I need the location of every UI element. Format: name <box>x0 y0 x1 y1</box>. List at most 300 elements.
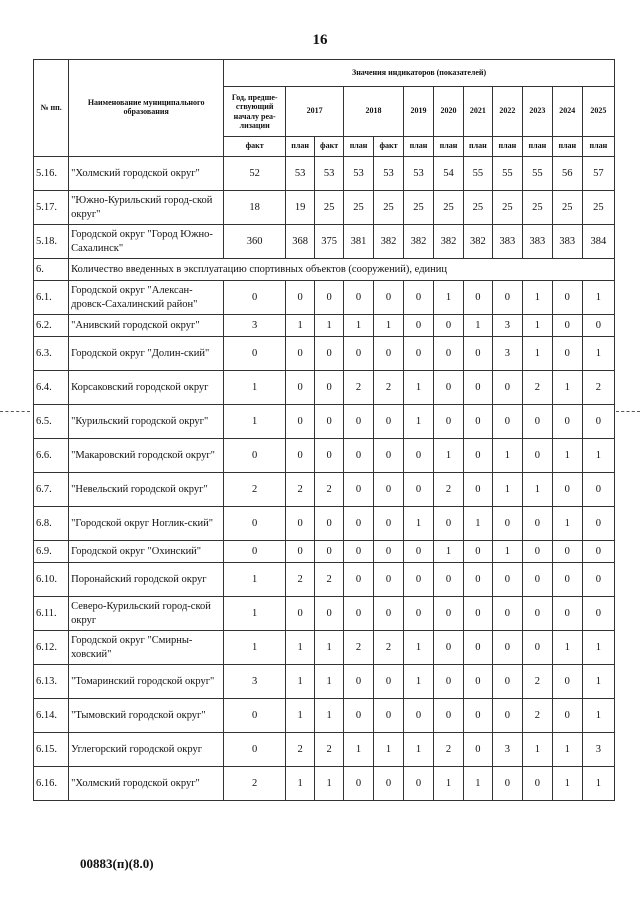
value-cell: 0 <box>315 405 344 439</box>
value-cell: 375 <box>315 225 344 259</box>
value-cell: 1 <box>582 337 614 371</box>
value-cell: 1 <box>582 439 614 473</box>
value-cell: 1 <box>522 473 552 507</box>
value-cell: 1 <box>286 665 315 699</box>
value-cell: 25 <box>404 191 434 225</box>
value-cell: 0 <box>433 337 463 371</box>
value-cell: 0 <box>582 507 614 541</box>
value-cell: 1 <box>433 541 463 563</box>
table-body-b <box>34 281 615 801</box>
value-cell: 0 <box>492 563 522 597</box>
value-cell: 1 <box>344 315 374 337</box>
row-number: 6.9. <box>34 541 69 563</box>
year-header: 2025 <box>582 87 614 137</box>
value-cell: 382 <box>404 225 434 259</box>
value-cell: 383 <box>552 225 582 259</box>
value-cell: 0 <box>463 541 492 563</box>
value-cell: 0 <box>433 371 463 405</box>
year-header: 2020 <box>433 87 463 137</box>
value-cell: 0 <box>463 371 492 405</box>
table-row <box>34 439 615 473</box>
table-row <box>34 157 615 191</box>
value-cell: 0 <box>552 665 582 699</box>
value-cell: 0 <box>315 439 344 473</box>
value-cell: 57 <box>582 157 614 191</box>
values-header: Значения индикаторов (показателей) <box>224 60 615 87</box>
value-cell: 0 <box>522 541 552 563</box>
municipality-name: "Тымовский городской округ" <box>69 699 224 733</box>
value-cell: 1 <box>404 371 434 405</box>
value-cell: 0 <box>492 597 522 631</box>
value-cell: 0 <box>463 405 492 439</box>
value-cell: 0 <box>522 405 552 439</box>
value-cell: 0 <box>522 631 552 665</box>
value-cell: 1 <box>522 337 552 371</box>
value-cell: 0 <box>463 439 492 473</box>
municipality-name: Городской округ "Алексан-дровск-Сахалинский район" <box>69 281 224 315</box>
row-number: 6.2. <box>34 315 69 337</box>
value-cell: 53 <box>344 157 374 191</box>
row-number: 6.6. <box>34 439 69 473</box>
value-cell: 1 <box>374 733 404 767</box>
value-cell: 0 <box>582 541 614 563</box>
table-row <box>34 699 615 733</box>
value-cell: 0 <box>404 597 434 631</box>
value-cell: 0 <box>463 337 492 371</box>
value-cell: 382 <box>463 225 492 259</box>
value-cell: 381 <box>344 225 374 259</box>
row-number: 5.17. <box>34 191 69 225</box>
value-cell: 1 <box>286 699 315 733</box>
value-cell: 0 <box>344 597 374 631</box>
value-cell: 2 <box>522 371 552 405</box>
value-cell: 0 <box>552 699 582 733</box>
value-cell: 0 <box>404 439 434 473</box>
value-cell: 0 <box>374 337 404 371</box>
value-cell: 0 <box>344 665 374 699</box>
value-cell: 2 <box>374 631 404 665</box>
municipality-name: "Невельский городской округ" <box>69 473 224 507</box>
row-number: 5.18. <box>34 225 69 259</box>
value-cell: 0 <box>344 563 374 597</box>
scan-line-left <box>0 411 30 412</box>
value-cell: 1 <box>433 281 463 315</box>
table-row <box>34 665 615 699</box>
value-cell: 0 <box>315 371 344 405</box>
table-row <box>34 541 615 563</box>
value-cell: 55 <box>492 157 522 191</box>
value-cell: 2 <box>315 733 344 767</box>
value-cell: 1 <box>433 767 463 801</box>
value-cell: 0 <box>552 473 582 507</box>
value-cell: 0 <box>492 767 522 801</box>
value-cell: 0 <box>224 439 286 473</box>
value-cell: 1 <box>552 631 582 665</box>
section-body <box>34 259 615 281</box>
value-cell: 0 <box>463 563 492 597</box>
table-row <box>34 563 615 597</box>
value-cell: 2 <box>344 631 374 665</box>
municipality-name: "Холмский городской округ" <box>69 157 224 191</box>
value-cell: 55 <box>522 157 552 191</box>
table-row <box>34 473 615 507</box>
table-row <box>34 315 615 337</box>
value-cell: 0 <box>286 541 315 563</box>
row-number: 6.1. <box>34 281 69 315</box>
value-cell: 0 <box>344 767 374 801</box>
table-row <box>34 767 615 801</box>
section-title: Количество введенных в эксплуатацию спортивных объектов (сооружений), единиц <box>69 259 615 281</box>
value-cell: 0 <box>374 405 404 439</box>
sub-header-cell: план <box>404 137 434 157</box>
value-cell: 0 <box>463 665 492 699</box>
value-cell: 2 <box>374 371 404 405</box>
value-cell: 1 <box>492 473 522 507</box>
value-cell: 0 <box>492 699 522 733</box>
value-cell: 2 <box>344 371 374 405</box>
municipality-name: Углегорский городской округ <box>69 733 224 767</box>
document-code: 00883(п)(8.0) <box>80 856 154 871</box>
year-header: 2022 <box>492 87 522 137</box>
row-number: 6.12. <box>34 631 69 665</box>
value-cell: 1 <box>492 541 522 563</box>
row-number: 6.10. <box>34 563 69 597</box>
value-cell: 0 <box>492 631 522 665</box>
value-cell: 1 <box>552 507 582 541</box>
value-cell: 0 <box>404 473 434 507</box>
value-cell: 0 <box>344 281 374 315</box>
indicators-table <box>33 59 615 801</box>
value-cell: 0 <box>344 439 374 473</box>
value-cell: 383 <box>492 225 522 259</box>
page-number: 16 <box>312 32 328 48</box>
year-header: 2018 <box>344 87 404 137</box>
value-cell: 25 <box>344 191 374 225</box>
value-cell: 0 <box>463 281 492 315</box>
value-cell: 1 <box>582 281 614 315</box>
municipality-name: "Макаровский городской округ" <box>69 439 224 473</box>
value-cell: 0 <box>463 473 492 507</box>
value-cell: 0 <box>552 541 582 563</box>
sub-header-cell: план <box>286 137 315 157</box>
value-cell: 1 <box>315 315 344 337</box>
value-cell: 1 <box>522 315 552 337</box>
value-cell: 3 <box>492 733 522 767</box>
value-cell: 0 <box>224 541 286 563</box>
base-year-header: Год, предше-ствующий началу реа-лизации <box>224 87 286 137</box>
value-cell: 2 <box>315 473 344 507</box>
value-cell: 0 <box>433 315 463 337</box>
sub-header-cell: план <box>582 137 614 157</box>
row-number: 6.5. <box>34 405 69 439</box>
value-cell: 19 <box>286 191 315 225</box>
value-cell: 3 <box>224 665 286 699</box>
year-header: 2021 <box>463 87 492 137</box>
value-cell: 56 <box>552 157 582 191</box>
col-name-header: Наименование муниципального образования <box>69 60 224 157</box>
table-row <box>34 225 615 259</box>
value-cell: 0 <box>522 767 552 801</box>
value-cell: 2 <box>286 473 315 507</box>
value-cell: 0 <box>582 597 614 631</box>
value-cell: 0 <box>552 337 582 371</box>
value-cell: 0 <box>522 439 552 473</box>
value-cell: 0 <box>286 281 315 315</box>
value-cell: 1 <box>582 767 614 801</box>
value-cell: 25 <box>552 191 582 225</box>
value-cell: 53 <box>374 157 404 191</box>
value-cell: 2 <box>582 371 614 405</box>
value-cell: 0 <box>224 733 286 767</box>
value-cell: 0 <box>552 281 582 315</box>
value-cell: 0 <box>315 507 344 541</box>
row-number: 6.15. <box>34 733 69 767</box>
value-cell: 0 <box>315 337 344 371</box>
municipality-name: "Холмский городской округ" <box>69 767 224 801</box>
row-number: 6.16. <box>34 767 69 801</box>
value-cell: 2 <box>286 733 315 767</box>
value-cell: 25 <box>433 191 463 225</box>
value-cell: 0 <box>433 405 463 439</box>
sub-header-cell: план <box>344 137 374 157</box>
row-number: 6.13. <box>34 665 69 699</box>
value-cell: 1 <box>433 439 463 473</box>
row-number: 6.4. <box>34 371 69 405</box>
value-cell: 0 <box>224 337 286 371</box>
value-cell: 55 <box>463 157 492 191</box>
value-cell: 0 <box>224 507 286 541</box>
sub-header-cell: план <box>433 137 463 157</box>
value-cell: 0 <box>404 315 434 337</box>
value-cell: 0 <box>404 541 434 563</box>
value-cell: 1 <box>582 699 614 733</box>
municipality-name: Городской округ "Смирны-ховский" <box>69 631 224 665</box>
value-cell: 0 <box>433 507 463 541</box>
value-cell: 1 <box>582 665 614 699</box>
value-cell: 1 <box>552 733 582 767</box>
row-number: 5.16. <box>34 157 69 191</box>
value-cell: 3 <box>582 733 614 767</box>
value-cell: 1 <box>286 631 315 665</box>
municipality-name: "Томаринский городской округ" <box>69 665 224 699</box>
value-cell: 1 <box>315 767 344 801</box>
value-cell: 0 <box>582 315 614 337</box>
value-cell: 0 <box>344 337 374 371</box>
value-cell: 383 <box>522 225 552 259</box>
value-cell: 2 <box>433 473 463 507</box>
value-cell: 1 <box>404 507 434 541</box>
value-cell: 0 <box>433 597 463 631</box>
value-cell: 0 <box>344 473 374 507</box>
year-header: 2023 <box>522 87 552 137</box>
value-cell: 25 <box>463 191 492 225</box>
value-cell: 2 <box>522 665 552 699</box>
sub-header-cell: план <box>552 137 582 157</box>
value-cell: 0 <box>315 597 344 631</box>
value-cell: 1 <box>404 405 434 439</box>
value-cell: 0 <box>344 405 374 439</box>
value-cell: 3 <box>224 315 286 337</box>
value-cell: 0 <box>286 337 315 371</box>
value-cell: 0 <box>522 563 552 597</box>
table-body-a <box>34 157 615 259</box>
value-cell: 2 <box>433 733 463 767</box>
value-cell: 1 <box>224 371 286 405</box>
value-cell: 0 <box>552 315 582 337</box>
table-row <box>34 733 615 767</box>
value-cell: 2 <box>224 767 286 801</box>
table-row <box>34 191 615 225</box>
value-cell: 1 <box>522 281 552 315</box>
value-cell: 0 <box>404 281 434 315</box>
value-cell: 0 <box>315 281 344 315</box>
value-cell: 0 <box>374 665 404 699</box>
value-cell: 0 <box>582 563 614 597</box>
value-cell: 1 <box>582 631 614 665</box>
row-number: 6.8. <box>34 507 69 541</box>
municipality-name: Городской округ "Город Южно-Сахалинск" <box>69 225 224 259</box>
table-row <box>34 371 615 405</box>
value-cell: 0 <box>286 439 315 473</box>
value-cell: 0 <box>374 563 404 597</box>
value-cell: 382 <box>374 225 404 259</box>
value-cell: 54 <box>433 157 463 191</box>
sub-header-cell: план <box>522 137 552 157</box>
value-cell: 0 <box>374 541 404 563</box>
value-cell: 52 <box>224 157 286 191</box>
municipality-name: Корсаковский городской округ <box>69 371 224 405</box>
municipality-name: Поронайский городской округ <box>69 563 224 597</box>
value-cell: 1 <box>286 315 315 337</box>
value-cell: 0 <box>433 699 463 733</box>
value-cell: 25 <box>492 191 522 225</box>
value-cell: 1 <box>463 315 492 337</box>
value-cell: 384 <box>582 225 614 259</box>
value-cell: 1 <box>224 597 286 631</box>
value-cell: 382 <box>433 225 463 259</box>
value-cell: 25 <box>582 191 614 225</box>
scan-line-right <box>616 411 640 412</box>
value-cell: 25 <box>374 191 404 225</box>
value-cell: 1 <box>315 631 344 665</box>
value-cell: 25 <box>522 191 552 225</box>
value-cell: 1 <box>315 665 344 699</box>
value-cell: 0 <box>374 439 404 473</box>
value-cell: 0 <box>492 371 522 405</box>
value-cell: 0 <box>404 699 434 733</box>
value-cell: 360 <box>224 225 286 259</box>
value-cell: 1 <box>522 733 552 767</box>
value-cell: 0 <box>463 699 492 733</box>
value-cell: 0 <box>582 473 614 507</box>
value-cell: 0 <box>374 473 404 507</box>
value-cell: 0 <box>286 405 315 439</box>
table-row <box>34 337 615 371</box>
value-cell: 0 <box>374 507 404 541</box>
municipality-name: Городской округ "Долин-ский" <box>69 337 224 371</box>
value-cell: 0 <box>286 597 315 631</box>
value-cell: 0 <box>492 405 522 439</box>
value-cell: 0 <box>492 507 522 541</box>
value-cell: 0 <box>463 597 492 631</box>
value-cell: 0 <box>552 405 582 439</box>
value-cell: 0 <box>433 631 463 665</box>
row-number: 6.3. <box>34 337 69 371</box>
municipality-name: Северо-Курильский город-ской округ <box>69 597 224 631</box>
value-cell: 53 <box>315 157 344 191</box>
col-no-header: № пп. <box>34 60 69 157</box>
value-cell: 1 <box>344 733 374 767</box>
value-cell: 0 <box>463 733 492 767</box>
sub-header-cell: план <box>463 137 492 157</box>
value-cell: 0 <box>224 699 286 733</box>
value-cell: 1 <box>404 665 434 699</box>
value-cell: 53 <box>286 157 315 191</box>
value-cell: 18 <box>224 191 286 225</box>
value-cell: 0 <box>404 337 434 371</box>
value-cell: 0 <box>315 541 344 563</box>
row-number: 6.11. <box>34 597 69 631</box>
value-cell: 1 <box>552 767 582 801</box>
value-cell: 1 <box>286 767 315 801</box>
year-header: 2024 <box>552 87 582 137</box>
value-cell: 3 <box>492 315 522 337</box>
value-cell: 0 <box>522 597 552 631</box>
value-cell: 368 <box>286 225 315 259</box>
value-cell: 1 <box>224 563 286 597</box>
table-row <box>34 405 615 439</box>
value-cell: 0 <box>374 767 404 801</box>
value-cell: 0 <box>404 563 434 597</box>
table-row <box>34 507 615 541</box>
value-cell: 1 <box>404 733 434 767</box>
value-cell: 0 <box>463 631 492 665</box>
value-cell: 0 <box>374 699 404 733</box>
value-cell: 53 <box>404 157 434 191</box>
municipality-name: "Курильский городской округ" <box>69 405 224 439</box>
value-cell: 0 <box>522 507 552 541</box>
value-cell: 1 <box>374 315 404 337</box>
municipality-name: "Южно-Курильский город-ской округ" <box>69 191 224 225</box>
table-row <box>34 631 615 665</box>
row-number: 6.7. <box>34 473 69 507</box>
value-cell: 1 <box>463 767 492 801</box>
value-cell: 1 <box>552 439 582 473</box>
value-cell: 0 <box>286 371 315 405</box>
sub-header-cell: факт <box>374 137 404 157</box>
value-cell: 25 <box>315 191 344 225</box>
value-cell: 1 <box>224 405 286 439</box>
value-cell: 1 <box>404 631 434 665</box>
value-cell: 2 <box>315 563 344 597</box>
value-cell: 0 <box>374 597 404 631</box>
row-number: 6.14. <box>34 699 69 733</box>
value-cell: 2 <box>224 473 286 507</box>
value-cell: 2 <box>286 563 315 597</box>
sub-header-cell: факт <box>224 137 286 157</box>
value-cell: 0 <box>224 281 286 315</box>
year-header: 2017 <box>286 87 344 137</box>
value-cell: 0 <box>286 507 315 541</box>
value-cell: 1 <box>492 439 522 473</box>
value-cell: 0 <box>374 281 404 315</box>
municipality-name: Городской округ "Охинский" <box>69 541 224 563</box>
table-row <box>34 281 615 315</box>
value-cell: 0 <box>344 541 374 563</box>
value-cell: 0 <box>433 665 463 699</box>
value-cell: 1 <box>463 507 492 541</box>
value-cell: 0 <box>552 597 582 631</box>
